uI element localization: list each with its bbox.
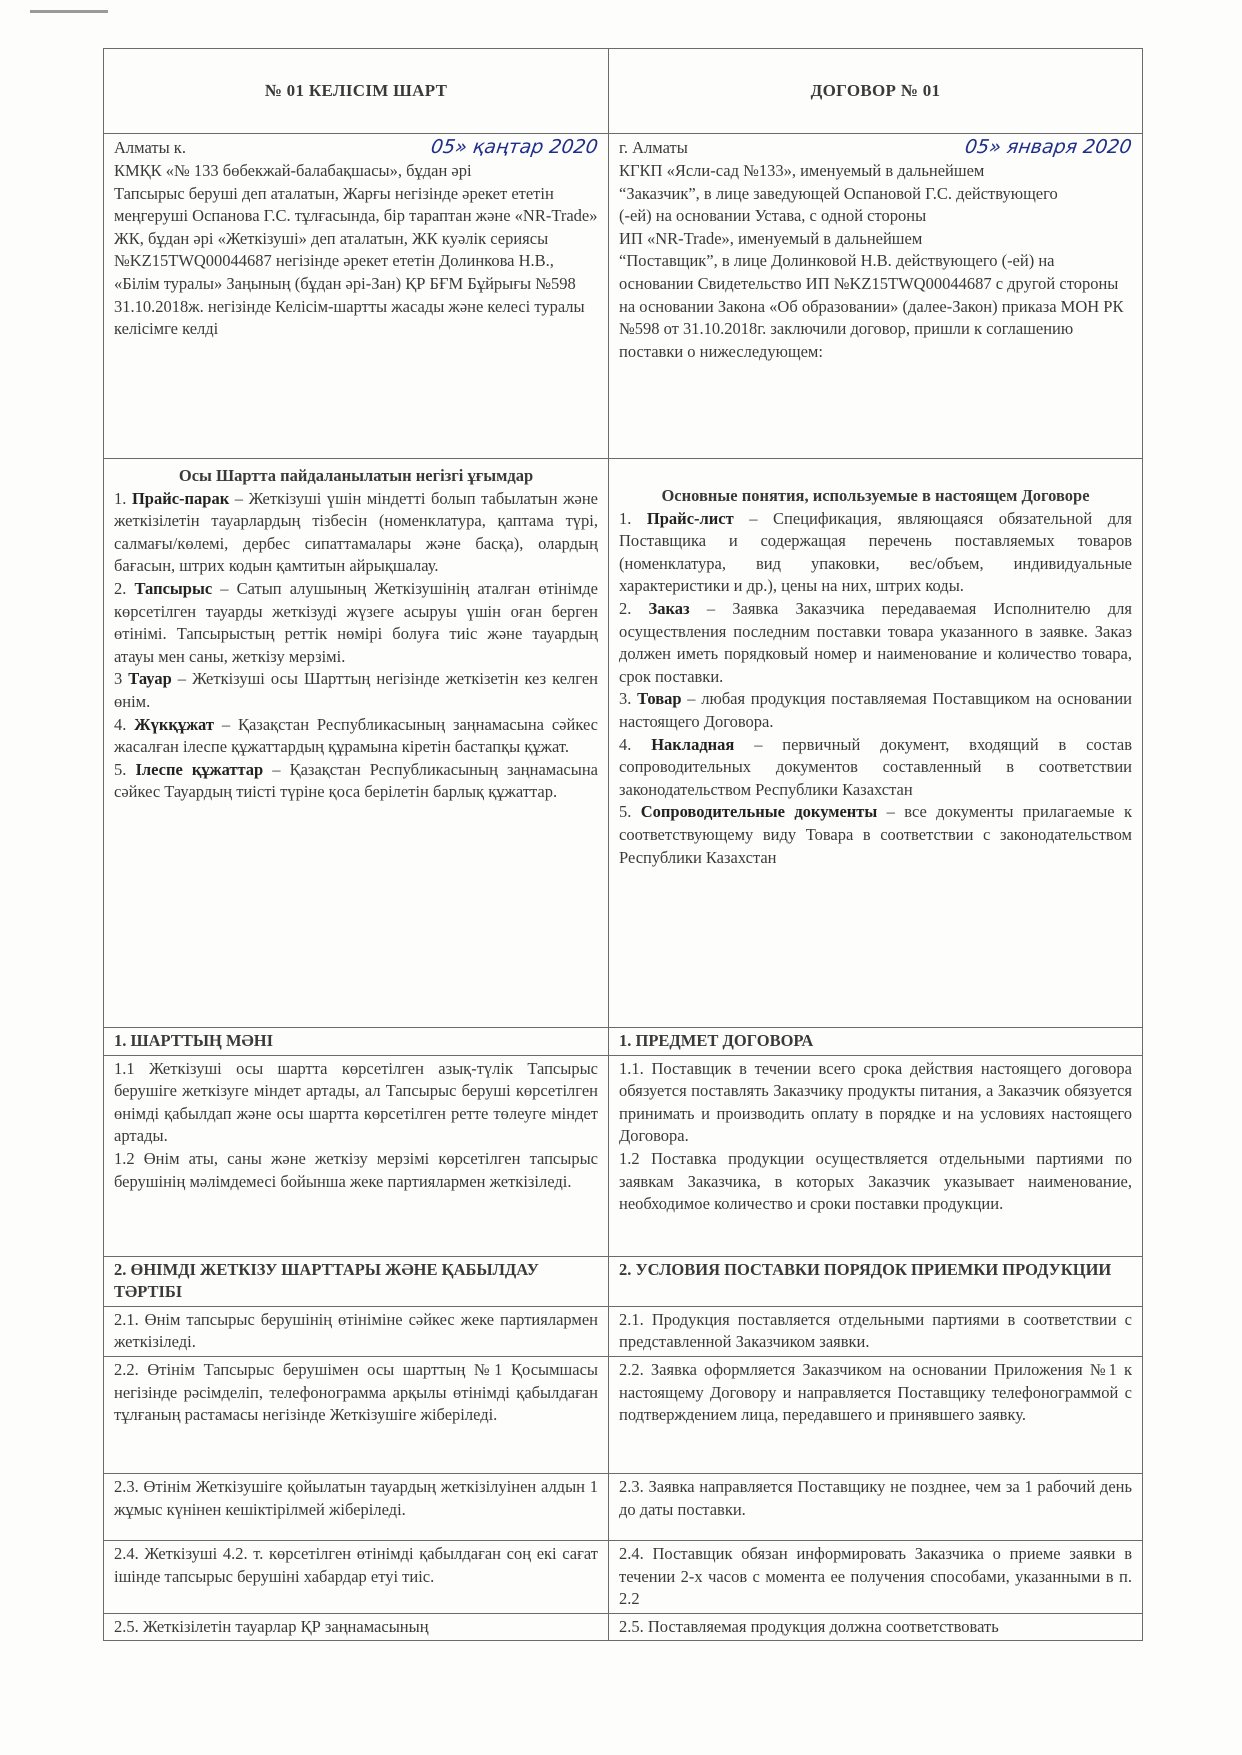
ru-concept-item — [619, 598, 1132, 688]
ru-clause-2-5: 2.5. Поставляемая продукция должна соответствовать — [609, 1613, 1143, 1641]
concept-number: 1. — [619, 508, 632, 528]
ru-section1-body — [609, 1055, 1143, 1256]
section1-title-row — [104, 1028, 1143, 1056]
kz-handwritten-date: 05» қаңтар 2020 — [429, 136, 600, 158]
concept-definition: – Қазақстан Республикасының заңнамасына сәйкес жасалған ілеспе құжаттардың құрамына кіретін бастапқы құжат. — [114, 714, 598, 757]
concept-term: Ілеспе құжаттар — [135, 759, 264, 779]
concept-number: 3 — [114, 669, 123, 689]
kz-concepts-title: Осы Шартта пайдаланылатын негізгі ұғымдар — [178, 466, 534, 485]
clause-row — [104, 1613, 1143, 1641]
concept-number: 3. — [619, 689, 632, 709]
clause-row — [104, 1540, 1143, 1613]
concept-definition: – Сатып алушының Жеткізушінің аталған өтінімде көрсетілген тауарды жеткізуді жүзеге асыруы үшін оған берген өтінімі. Тапсырыстың реттік нөмірі болуға тиіс және тауардың атауы мен саны, жеткізу мерзімі. — [114, 578, 598, 666]
contract-document — [103, 48, 1143, 1641]
ru-concepts-list — [619, 508, 1132, 870]
kz-concepts-list — [114, 488, 598, 804]
ru-section2-title: 2. УСЛОВИЯ ПОСТАВКИ ПОРЯДОК ПРИЕМКИ ПРОДУКЦИИ — [609, 1256, 1143, 1306]
concept-number: 5. — [619, 802, 632, 822]
kz-clause-2-1: 2.1. Өнім тапсырыс берушінің өтініміне сәйкес жеке партиялармен жеткізіледі. — [104, 1306, 609, 1356]
concepts-row — [104, 459, 1143, 1028]
kz-concept-item — [114, 668, 598, 713]
kz-intro-text: Тапсырыс беруші деп аталатын, Жарғы негізінде әрекет ететін меңгеруші Оспанова Г.С. тұлғасында, бір тараптан және «NR-Trade» ЖК, бұдан әрі «Жеткізуші» деп аталатын, ЖК куәлік сериясы №KZ15TWQ00044687 негізінде әрекет ететін Долинкова Н.В., «Білім туралы» Заңының (бұдан әрі-Зан) ҚР БҒМ Бұйрығы №598 31.10.2018ж. негізінде Келісім-шартты жасады және келесі туралы келісімге келді — [114, 183, 598, 339]
concept-term: Прайс-парак — [131, 488, 230, 508]
concept-number: 2. — [114, 578, 127, 598]
contract-table — [103, 48, 1143, 1641]
concept-term: Сопроводительные документы — [640, 802, 878, 822]
concept-number: 1. — [114, 488, 127, 508]
kz-concept-item — [114, 759, 598, 804]
title-row — [104, 49, 1143, 134]
ru-title: ДОГОВОР № 01 — [609, 49, 1143, 134]
ru-concept-item — [619, 508, 1132, 598]
kz-clause-2-3: 2.3. Өтінім Жеткізушіге қойылатын тауардың жеткізілуінен алдын 1 жұмыс күнінен кешіктірілмей жіберіледі. — [104, 1473, 609, 1540]
kz-section1-body — [104, 1055, 609, 1256]
concept-term: Прайс-лист — [646, 508, 734, 528]
ru-clause-1-2: 1.2 Поставка продукции осуществляется отдельными партиями по заявкам Заказчика, в которых Заказчик указывает наименование, необходимое количество и сроки поставки продукции. — [619, 1148, 1132, 1214]
concept-definition: – Спецификация, являющаяся обязательной для Поставщика и содержащая перечень поставляемых товаров (номенклатура, вид упаковки, вес/объем, индивидуальные характеристики и др.), цены на них, штрих коды. — [619, 508, 1132, 596]
kz-clause-2-2: 2.2. Өтінім Тапсырыс берушімен осы шарттың №1 Қосымшасы негізінде рәсімделіп, телефонограмма арқылы өтінімді қабылдаған тұлғаның растамасы негізінде Жеткізушіге жіберіледі. — [104, 1356, 609, 1473]
kz-concepts-cell — [104, 459, 609, 1028]
ru-concept-item — [619, 688, 1132, 733]
ru-concepts-cell — [609, 459, 1143, 1028]
clause-row — [104, 1473, 1143, 1540]
ru-intro-line: КГКП «Ясли-сад №133», именуемый в дальнейшем — [619, 161, 985, 180]
ru-intro-line: “Заказчик”, в лице заведующей Оспановой Г.С. действующего — [619, 183, 1058, 203]
ru-date-line — [619, 136, 1132, 160]
kz-date-line — [114, 136, 598, 160]
ru-clause-2-4: 2.4. Поставщик обязан информировать Заказчика о приеме заявки в течении 2-х часов с момента ее получения способами, указанными в п. 2.2 — [609, 1540, 1143, 1613]
kz-clause-2-5: 2.5. Жеткізілетін тауарлар ҚР заңнамасының — [104, 1613, 609, 1641]
concept-definition: – все документы прилагаемые к соответствующему виду Товара в соответствии с законодательством Республики Казахстан — [619, 802, 1132, 867]
concept-term: Тауар — [128, 669, 172, 689]
ru-section1-title: 1. ПРЕДМЕТ ДОГОВОРА — [609, 1028, 1143, 1056]
concept-number: 4. — [114, 714, 127, 734]
ru-intro-text: “Поставщик”, в лице Долинковой Н.В. действующего (-ей) на основании Свидетельство ИП №KZ15TWQ00044687 с другой стороны на основании Закона «Об образовании» (далее-Закон) приказа МОН РК №598 от 31.10.2018г. заключили договор, пришли к соглашению поставки о нижеследующем: — [619, 251, 1124, 361]
intro-row — [104, 134, 1143, 459]
kz-concept-item — [114, 578, 598, 668]
concept-definition: – Заявка Заказчика передаваемая Исполнителю для осуществления последним поставки товара указанного в заявке. Заказ должен иметь порядковый номер и наименование и количество товара, срок поставки. — [619, 598, 1133, 686]
concept-number: 2. — [619, 598, 632, 618]
concept-definition: – первичный документ, входящий в состав сопроводительных документов составленный в соответствии законодательством Республики Казахстан — [619, 734, 1132, 799]
ru-clause-2-3: 2.3. Заявка направляется Поставщику не позднее, чем за 1 рабочий день до даты поставки. — [609, 1473, 1143, 1540]
concept-definition: – Жеткізуші осы Шарттың негізінде жеткізетін кез келген өнім. — [114, 669, 599, 711]
ru-concept-item — [619, 801, 1132, 869]
concept-number: 5. — [114, 759, 127, 779]
concept-definition: – Жеткізуші үшін міндетті болып табылатын және жеткізілетін тауарлардың тізбесін (номенклатура, қаптама түрі, салмағы/көлемі, дербес сипаттамалары және басқа), олардың бағасын, штрих кодын қамтитын айрықшалау. — [114, 488, 599, 576]
concept-term: Тапсырыс — [134, 578, 213, 598]
concept-number: 4. — [619, 734, 632, 754]
kz-clause-1-1: 1.1 Жеткізуші осы шартта көрсетілген азық-түлік Тапсырыс берушіге жеткізуге міндет артады, ал Тапсырыс беруші көрсетілген өнімді қабылдап және осы шартта көрсетілген ретте төлеуге міндет артады. — [114, 1058, 598, 1146]
ru-concepts-title: Основные понятия, используемые в настоящем Договоре — [661, 486, 1090, 505]
section1-body-row — [104, 1055, 1143, 1256]
concept-term: Жүкқұжат — [134, 714, 214, 734]
kz-intro-cell — [104, 134, 609, 459]
ru-intro-line: (-ей) на основании Устава, с одной стороны — [619, 206, 927, 226]
ru-handwritten-date: 05» января 2020 — [963, 136, 1134, 158]
ru-intro-line: ИП «NR-Trade», именуемый в дальнейшем — [619, 228, 923, 248]
ru-city: г. Алматы — [619, 138, 688, 157]
clause-row — [104, 1306, 1143, 1356]
clause-row — [104, 1356, 1143, 1473]
kz-section1-title: 1. ШАРТТЫҢ МӘНІ — [104, 1028, 609, 1056]
ru-clause-1-1: 1.1. Поставщик в течении всего срока действия настоящего договора обязуется поставлять Заказчику продукты питания, а Заказчик обязуется принимать и производить оплату в порядке и на условиях настоящего Договора. — [619, 1058, 1132, 1146]
concept-definition: – любая продукция поставляемая Поставщиком на основании настоящего Договора. — [619, 689, 1133, 731]
concept-term: Заказ — [648, 598, 690, 618]
scan-artifact-line — [30, 10, 108, 13]
kz-concept-item — [114, 488, 598, 578]
kz-city: Алматы к. — [114, 138, 186, 157]
ru-intro-cell — [609, 134, 1143, 459]
kz-intro-line: КМҚК «№ 133 бөбекжай-балабақшасы», бұдан әрі — [114, 161, 472, 180]
concept-term: Товар — [637, 689, 682, 709]
ru-clause-2-2: 2.2. Заявка оформляется Заказчиком на основании Приложения №1 к настоящему Договору и направляется Поставщику телефонограммой с подтверждением лица, передавшего и принявшего заявку. — [609, 1356, 1143, 1473]
concept-term: Накладная — [651, 734, 735, 754]
concept-definition: – Қазақстан Республикасының заңнамасына сәйкес Тауардың тиісті түріне қоса берілетін барлық құжаттар. — [114, 759, 598, 802]
kz-concept-item — [114, 714, 598, 759]
ru-clause-2-1: 2.1. Продукция поставляется отдельными партиями в соответствии с представленной Заказчиком заявки. — [609, 1306, 1143, 1356]
kz-clause-2-4: 2.4. Жеткізуші 4.2. т. көрсетілген өтінімді қабылдаған соң екі сағат ішінде тапсырыс берушіні хабардар етуі тиіс. — [104, 1540, 609, 1613]
kz-clause-1-2: 1.2 Өнім аты, саны және жеткізу мерзімі көрсетілген тапсырыс берушінің мәлімдемесі бойынша жеке партиялармен жеткізіледі. — [114, 1148, 598, 1191]
kz-section2-title: 2. ӨНІМДІ ЖЕТКІЗУ ШАРТТАРЫ ЖӘНЕ ҚАБЫЛДАУ ТӘРТІБІ — [104, 1256, 609, 1306]
section2-title-row — [104, 1256, 1143, 1306]
ru-concept-item — [619, 734, 1132, 802]
kz-title: № 01 КЕЛІСІМ ШАРТ — [104, 49, 609, 134]
